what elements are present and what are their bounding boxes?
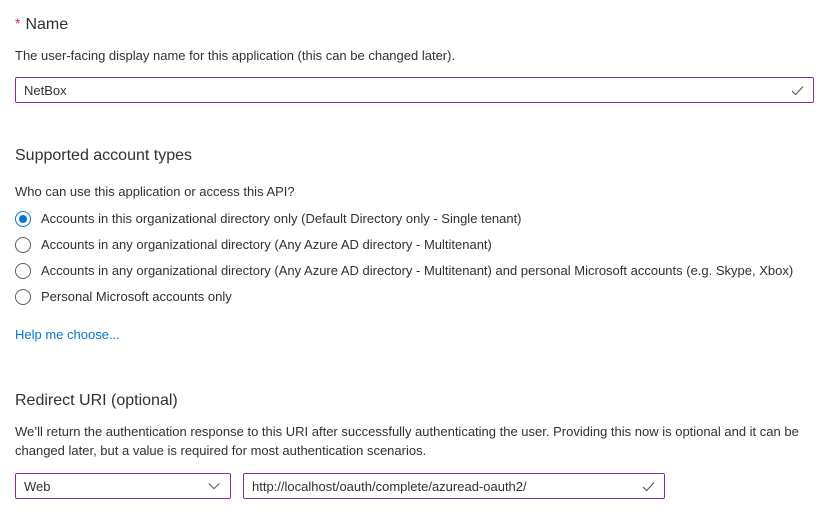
name-section-title bbox=[15, 12, 814, 36]
radio-option-label: Accounts in any organizational directory (Any Azure AD directory - Multitenant) and personal Microsoft accounts (e.g. Skype, Xbox) bbox=[41, 263, 794, 278]
account-types-radio-group bbox=[15, 206, 814, 310]
name-title-text: Name bbox=[25, 16, 69, 33]
radio-icon bbox=[15, 289, 31, 305]
help-me-choose-link[interactable]: Help me choose... bbox=[15, 327, 120, 342]
account-types-section-title: Supported account types bbox=[15, 147, 193, 164]
name-description: The user-facing display name for this application (this can be changed later). bbox=[15, 48, 456, 63]
radio-icon bbox=[15, 263, 31, 279]
radio-option-single-tenant[interactable] bbox=[15, 206, 814, 232]
radio-option-personal-only[interactable] bbox=[15, 284, 814, 310]
radio-option-label: Personal Microsoft accounts only bbox=[41, 289, 232, 304]
redirect-uri-row bbox=[15, 473, 814, 499]
name-input[interactable] bbox=[15, 77, 814, 103]
redirect-uri-input[interactable] bbox=[243, 473, 665, 499]
radio-option-multitenant[interactable] bbox=[15, 232, 814, 258]
redirect-uri-section-title: Redirect URI (optional) bbox=[15, 392, 178, 409]
platform-select[interactable] bbox=[15, 473, 231, 499]
redirect-uri-input-value: http://localhost/oauth/complete/azuread-oauth2/ bbox=[252, 478, 527, 494]
chevron-down-icon bbox=[206, 478, 222, 494]
redirect-uri-description: We’ll return the authentication response to this URI after successfully authenticating the user. Providing this now is optional and it can be changed later, but a value is required for most authentication scenarios. bbox=[15, 424, 799, 458]
checkmark-icon bbox=[640, 478, 656, 494]
checkmark-icon bbox=[789, 82, 805, 98]
radio-icon bbox=[15, 237, 31, 253]
account-types-question: Who can use this application or access this API? bbox=[15, 184, 295, 199]
radio-option-multitenant-personal[interactable] bbox=[15, 258, 814, 284]
required-asterisk: * bbox=[15, 15, 21, 31]
platform-select-value: Web bbox=[24, 478, 51, 494]
radio-icon bbox=[15, 211, 31, 227]
radio-option-label: Accounts in any organizational directory (Any Azure AD directory - Multitenant) bbox=[41, 237, 492, 252]
name-input-value: NetBox bbox=[24, 82, 67, 98]
radio-option-label: Accounts in this organizational directory only (Default Directory only - Single tenant) bbox=[41, 211, 522, 226]
